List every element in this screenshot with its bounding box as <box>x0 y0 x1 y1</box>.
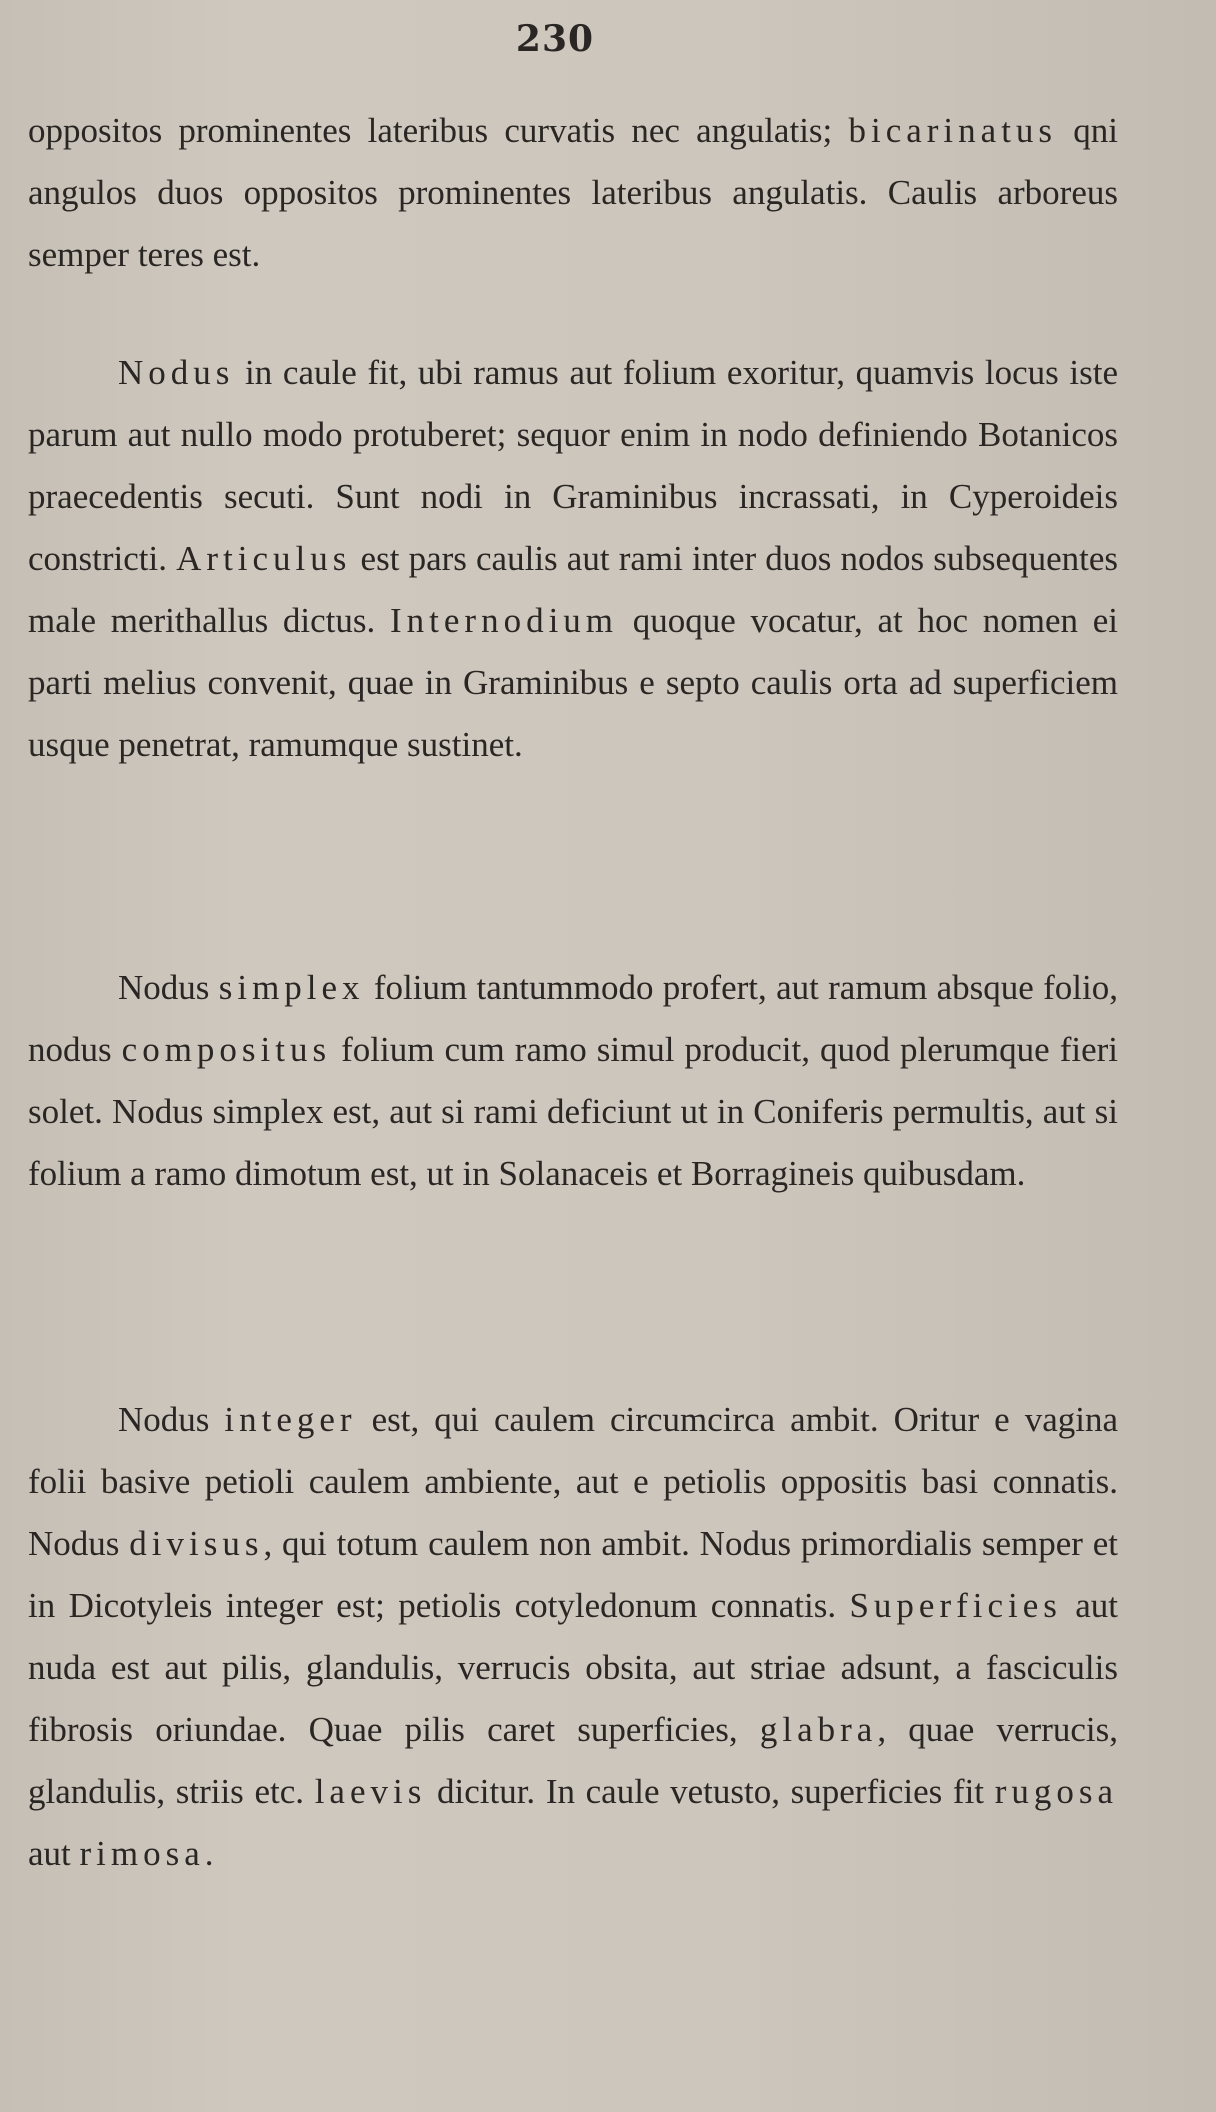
paragraph-2 <box>28 342 1118 776</box>
text-run: folium tantummodo profert, aut ramum absque folio, nodus <box>28 968 1118 1069</box>
spaced-term: laevis <box>314 1772 427 1811</box>
spaced-term: integer <box>224 1400 357 1439</box>
spaced-term: divisus <box>129 1524 264 1563</box>
text-run: est, qui caulem circumcirca ambit. Oritur e vagina folii basive petioli caulem ambiente, aut e petiolis oppositis basi connatis. Nodus <box>28 1400 1118 1563</box>
text-run: . <box>204 1834 214 1873</box>
text-run: , qui totum caulem non ambit. Nodus primordialis semper et in Dicotyleis integer est; petiolis cotyledonum connatis. <box>28 1524 1118 1625</box>
text-run: aut nuda est aut pilis, glandulis, verrucis obsita, aut striae adsunt, a fasciculis fibrosis oriundae. Quae pilis caret superficies, <box>28 1586 1118 1749</box>
spaced-term: Articulus <box>176 539 352 578</box>
text-run: est pars caulis aut rami inter duos nodos subsequentes male merithallus dictus. <box>28 539 1118 640</box>
paragraph-text <box>28 957 1118 1205</box>
paragraph-4 <box>28 1389 1118 1885</box>
text-run: qni angulos duos oppositos prominentes lateribus angulatis. Caulis arboreus semper teres est. <box>28 111 1118 274</box>
text-run: aut <box>28 1834 80 1873</box>
text-run: quoque vocatur, at hoc nomen ei parti melius convenit, quae in Graminibus e septo caulis orta ad superficiem usque penetrat, ramumque sustinet. <box>28 601 1118 764</box>
page-number: 230 <box>515 18 595 60</box>
text-run: Nodus <box>118 1400 225 1439</box>
spaced-term: simplex <box>218 968 365 1007</box>
text-run: Nodus <box>118 968 219 1007</box>
paragraph-1 <box>28 100 1118 286</box>
spaced-term: Superficies <box>849 1586 1062 1625</box>
text-run: in caule fit, ubi ramus aut folium exoritur, quamvis locus iste parum aut nullo modo protuberet; sequor enim in nodo definiendo Botanicos praecedentis secuti. Sunt nodi in Graminibus incrassati, in Cyperoideis constricti. <box>28 353 1118 578</box>
text-run: , quae verrucis, glandulis, striis etc. <box>28 1710 1118 1811</box>
paragraph-text <box>28 1389 1118 1885</box>
spaced-term: rugosa <box>994 1772 1118 1811</box>
spaced-term: rimosa <box>79 1834 205 1873</box>
spaced-term: glabra <box>759 1710 878 1749</box>
paragraph-text <box>28 342 1118 776</box>
paragraph-text <box>28 100 1118 286</box>
spaced-term: Internodium <box>390 601 619 640</box>
spaced-term: bicarinatus <box>848 111 1058 150</box>
spaced-term: compositus <box>121 1030 332 1069</box>
spaced-term: Nodus <box>118 353 235 392</box>
text-run: folium cum ramo simul producit, quod plerumque fieri solet. Nodus simplex est, aut si rami deficiunt ut in Coniferis permultis, aut si folium a ramo dimotum est, ut in Solanaceis et Borragineis quibusdam. <box>28 1030 1118 1193</box>
text-run: oppositos prominentes lateribus curvatis nec angulatis; <box>28 111 849 150</box>
text-run: dicitur. In caule vetusto, superficies fit <box>426 1772 995 1811</box>
paragraph-3 <box>28 957 1118 1205</box>
